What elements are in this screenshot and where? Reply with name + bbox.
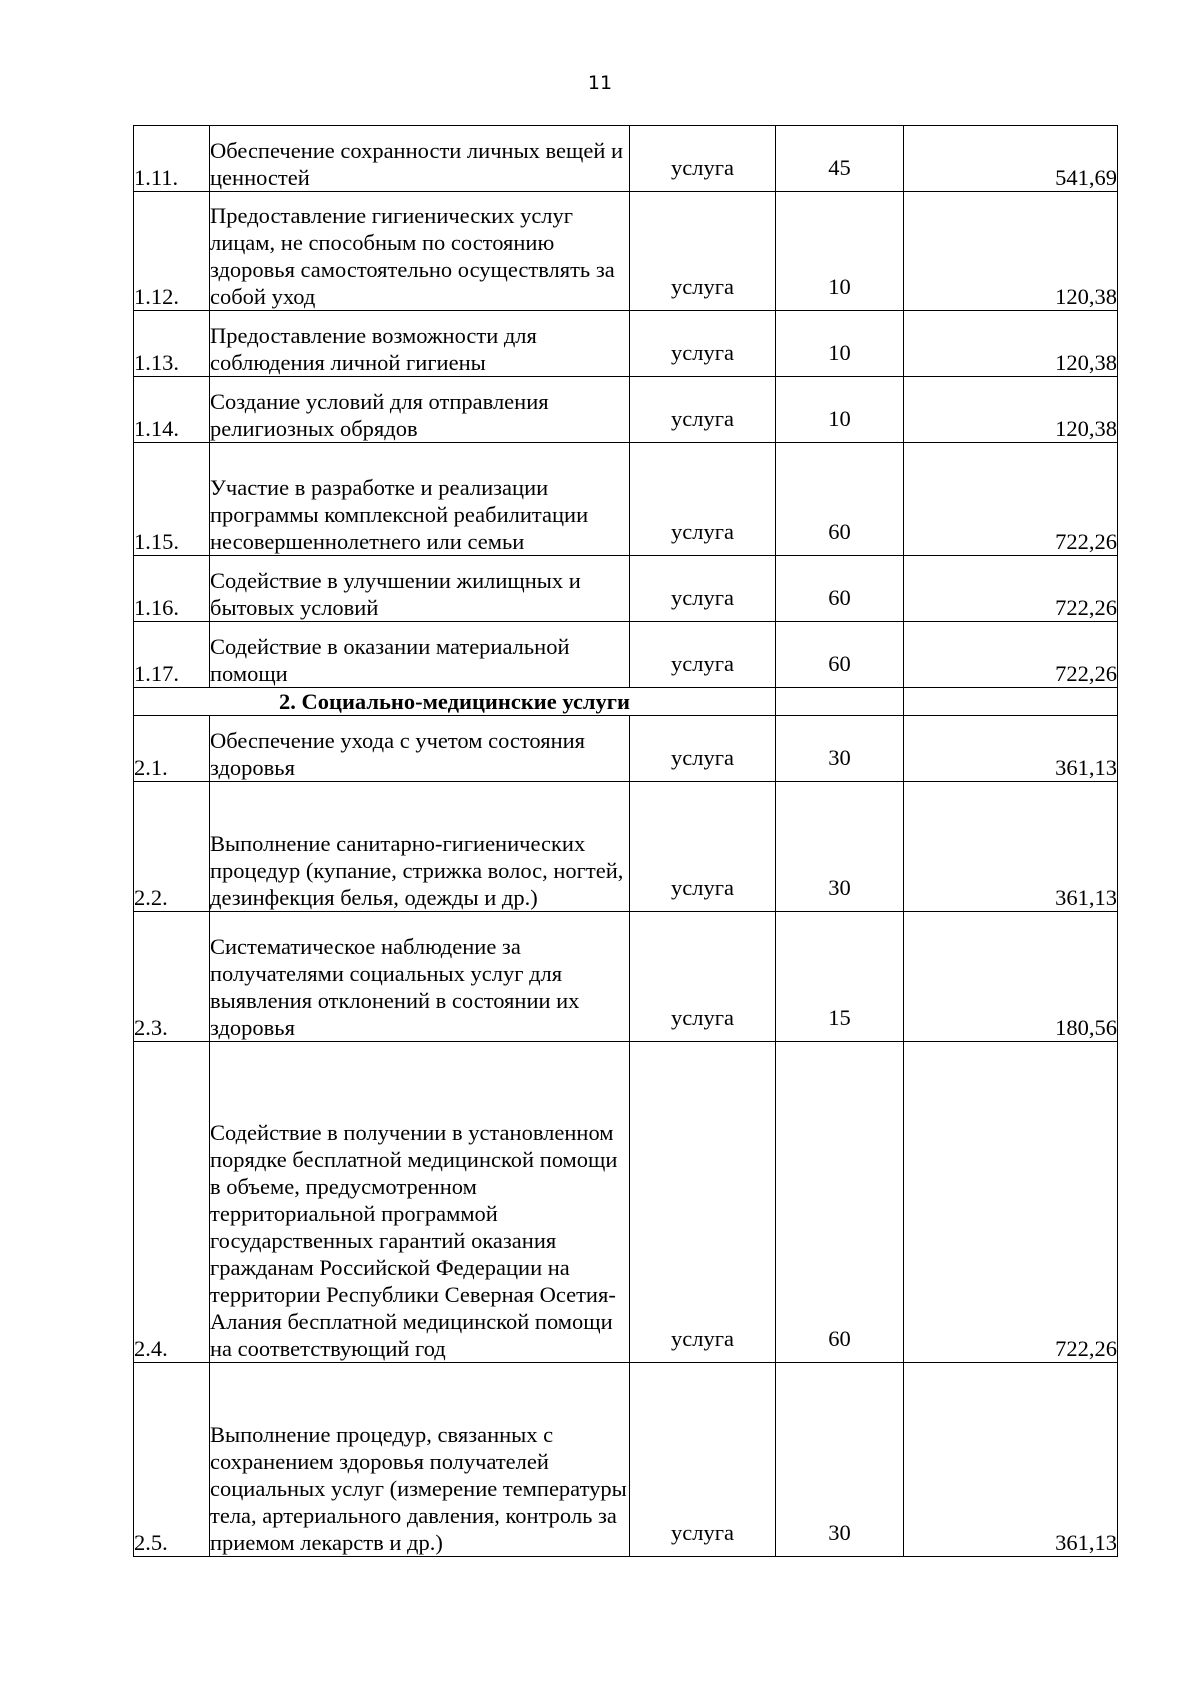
service-name: Систематическое наблюдение за получателями социальных услуг для выявления отклонений в состоянии их здоровья (210, 912, 630, 1042)
unit-label: услуга (671, 340, 734, 365)
section-title: 2. Социально-медицинские услуги (134, 688, 776, 716)
price-value: 722,26 (904, 443, 1118, 556)
table-row (134, 556, 1118, 622)
row-number: 1.17. (134, 622, 210, 688)
table-row (134, 311, 1118, 377)
unit-label: услуга (671, 274, 734, 299)
time-value: 30 (828, 1520, 851, 1545)
unit-label: услуга (671, 519, 734, 544)
service-name: Предоставление возможности для соблюдения личной гигиены (210, 311, 630, 377)
unit-label: услуга (671, 155, 734, 180)
unit-label: услуга (671, 745, 734, 770)
row-number: 2.5. (134, 1363, 210, 1557)
price-value: 541,69 (904, 126, 1118, 192)
row-number: 1.12. (134, 192, 210, 311)
table-row (134, 377, 1118, 443)
service-name: Содействие в улучшении жилищных и бытовых условий (210, 556, 630, 622)
unit-label: услуга (671, 1326, 734, 1351)
service-name: Обеспечение ухода с учетом состояния здоровья (210, 716, 630, 782)
unit-label: услуга (671, 875, 734, 900)
time-value: 60 (828, 651, 851, 676)
service-name: Участие в разработке и реализации программы комплексной реабилитации несовершеннолетнего или семьи (210, 443, 630, 556)
time-value: 10 (828, 340, 851, 365)
time-value: 30 (828, 875, 851, 900)
time-value: 30 (828, 745, 851, 770)
time-value: 60 (828, 519, 851, 544)
table-row (134, 192, 1118, 311)
service-name: Предоставление гигиенических услуг лицам, не способным по состоянию здоровья самостоятельно осуществлять за собой уход (210, 192, 630, 311)
table-row (134, 443, 1118, 556)
table-row (134, 1363, 1118, 1557)
time-value: 10 (828, 274, 851, 299)
section-header-row (134, 688, 1118, 716)
time-value: 45 (828, 155, 851, 180)
row-number: 1.16. (134, 556, 210, 622)
service-name: Содействие в оказании материальной помощи (210, 622, 630, 688)
price-value: 722,26 (904, 1042, 1118, 1363)
price-value: 120,38 (904, 192, 1118, 311)
service-name: Содействие в получении в установленном порядке бесплатной медицинской помощи в объеме, предусмотренном территориальной программой государственных гарантий оказания гражданам Российской Федерации на территории Республики Северная Осетия-Алания бесплатной медицинской помощи на соответствующий год (210, 1042, 630, 1363)
price-value: 361,13 (904, 716, 1118, 782)
price-value: 120,38 (904, 377, 1118, 443)
row-number: 1.11. (134, 126, 210, 192)
unit-label: услуга (671, 406, 734, 431)
row-number: 2.4. (134, 1042, 210, 1363)
page-number: 11 (587, 72, 613, 94)
row-number: 1.13. (134, 311, 210, 377)
row-number: 1.15. (134, 443, 210, 556)
table-row (134, 126, 1118, 192)
unit-label: услуга (671, 1005, 734, 1030)
table-row (134, 1042, 1118, 1363)
service-name: Создание условий для отправления религиозных обрядов (210, 377, 630, 443)
service-name: Обеспечение сохранности личных вещей и ценностей (210, 126, 630, 192)
price-value: 120,38 (904, 311, 1118, 377)
unit-label: услуга (671, 585, 734, 610)
price-value: 361,13 (904, 1363, 1118, 1557)
price-value: 361,13 (904, 782, 1118, 912)
row-number: 2.2. (134, 782, 210, 912)
table-row (134, 782, 1118, 912)
time-value: 60 (828, 1326, 851, 1351)
time-value: 15 (828, 1005, 851, 1030)
price-value: 722,26 (904, 622, 1118, 688)
time-value: 60 (828, 585, 851, 610)
table-row (134, 716, 1118, 782)
service-name: Выполнение процедур, связанных с сохранением здоровья получателей социальных услуг (измерение температуры тела, артериального давления, контроль за приемом лекарств и др.) (210, 1363, 630, 1557)
unit-label: услуга (671, 1520, 734, 1545)
row-number: 1.14. (134, 377, 210, 443)
time-value: 10 (828, 406, 851, 431)
table-row (134, 912, 1118, 1042)
row-number: 2.1. (134, 716, 210, 782)
unit-label: услуга (671, 651, 734, 676)
service-name: Выполнение санитарно-гигиенических процедур (купание, стрижка волос, ногтей, дезинфекция белья, одежды и др.) (210, 782, 630, 912)
table-row (134, 622, 1118, 688)
services-price-table (133, 125, 1118, 1557)
price-value: 180,56 (904, 912, 1118, 1042)
price-value: 722,26 (904, 556, 1118, 622)
row-number: 2.3. (134, 912, 210, 1042)
